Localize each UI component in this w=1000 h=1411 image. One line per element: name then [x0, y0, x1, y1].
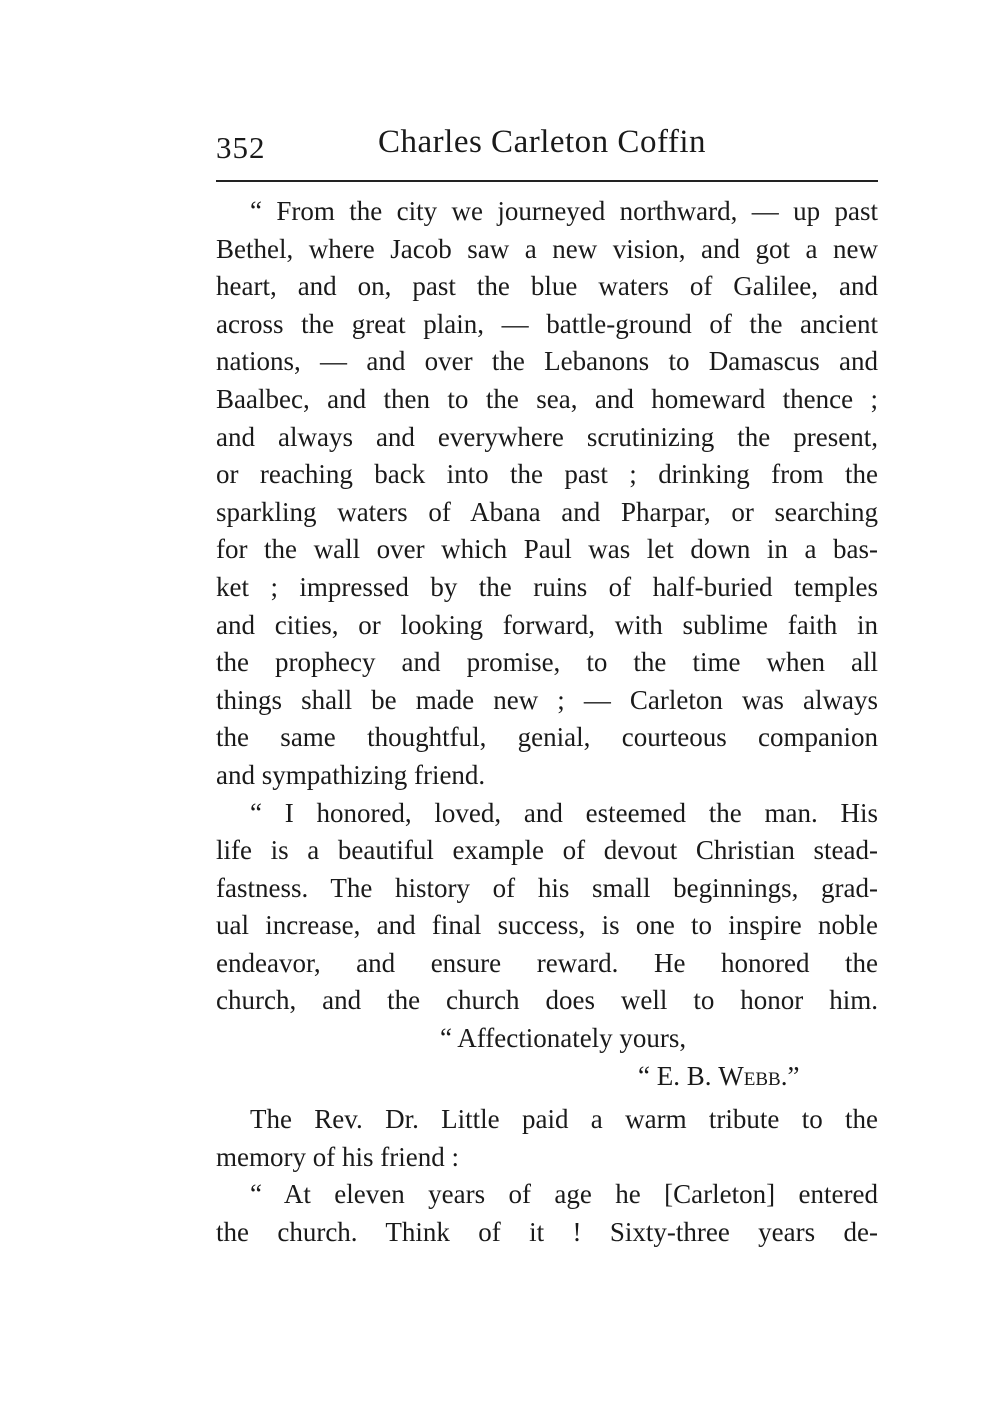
- text-line: memory of his friend :: [216, 1141, 459, 1172]
- text-line: ket ; impressed by the ruins of half-buried temples: [216, 571, 878, 602]
- text-line: or reaching back into the past ; drinking from the: [216, 459, 878, 490]
- letter-closing: [216, 1020, 878, 1095]
- text-line: “ I honored, loved, and esteemed the man. His: [250, 797, 878, 828]
- text-line: heart, and on, past the blue waters of Galilee, and: [216, 271, 878, 302]
- signature-name: Webb: [718, 1060, 781, 1091]
- running-title: Charles Carleton Coffin: [378, 124, 706, 160]
- text-line: and sympathizing friend.: [216, 759, 486, 790]
- signature-suffix: .”: [780, 1060, 800, 1091]
- closing-salutation: “ Affectionately yours,: [440, 1023, 687, 1054]
- text-line: across the great plain, — battle-ground of the ancient: [216, 308, 878, 339]
- text-line: ual increase, and final success, is one to inspire noble: [216, 910, 878, 941]
- text-line: church, and the church does well to honor him.: [216, 985, 878, 1016]
- body-text: [216, 193, 878, 1252]
- paragraph-letter-tribute: [216, 795, 878, 1021]
- text-line: “ From the city we journeyed northward, — up past: [250, 196, 878, 226]
- text-line: endeavor, and ensure reward. He honored the: [216, 947, 878, 978]
- text-line: and always and everywhere scrutinizing the present,: [216, 421, 878, 452]
- paragraph-quote-little: [216, 1176, 878, 1251]
- text-line: for the wall over which Paul was let down in a bas-: [216, 534, 878, 565]
- text-line: things shall be made new ; — Carleton was always: [216, 684, 878, 715]
- text-line: life is a beautiful example of devout Christian stead-: [216, 835, 878, 866]
- page-number: 352: [216, 130, 266, 165]
- text-line: sparkling waters of Abana and Pharpar, or searching: [216, 496, 878, 527]
- text-line: the same thoughtful, genial, courteous companion: [216, 722, 878, 753]
- text-line: the prophecy and promise, to the time when all: [216, 647, 878, 678]
- closing-signature: [216, 1058, 878, 1096]
- paragraph-narration: [216, 1101, 878, 1176]
- text-line: Baalbec, and then to the sea, and homeward thence ;: [216, 383, 878, 414]
- text-line: “ At eleven years of age he [Carleton] entered: [250, 1179, 878, 1210]
- running-head: [216, 124, 878, 172]
- text-line: nations, — and over the Lebanons to Damascus and: [216, 346, 878, 377]
- text-line: The Rev. Dr. Little paid a warm tribute to the: [250, 1104, 878, 1135]
- signature-prefix: “ E. B.: [638, 1060, 719, 1091]
- header-rule: [216, 180, 878, 182]
- paragraph-letter-journey: [216, 193, 878, 795]
- text-line: and cities, or looking forward, with sublime faith in: [216, 609, 878, 640]
- text-line: the church. Think of it ! Sixty-three years de-: [216, 1217, 878, 1248]
- text-line: fastness. The history of his small beginnings, grad-: [216, 872, 878, 903]
- text-line: Bethel, where Jacob saw a new vision, and got a new: [216, 233, 878, 264]
